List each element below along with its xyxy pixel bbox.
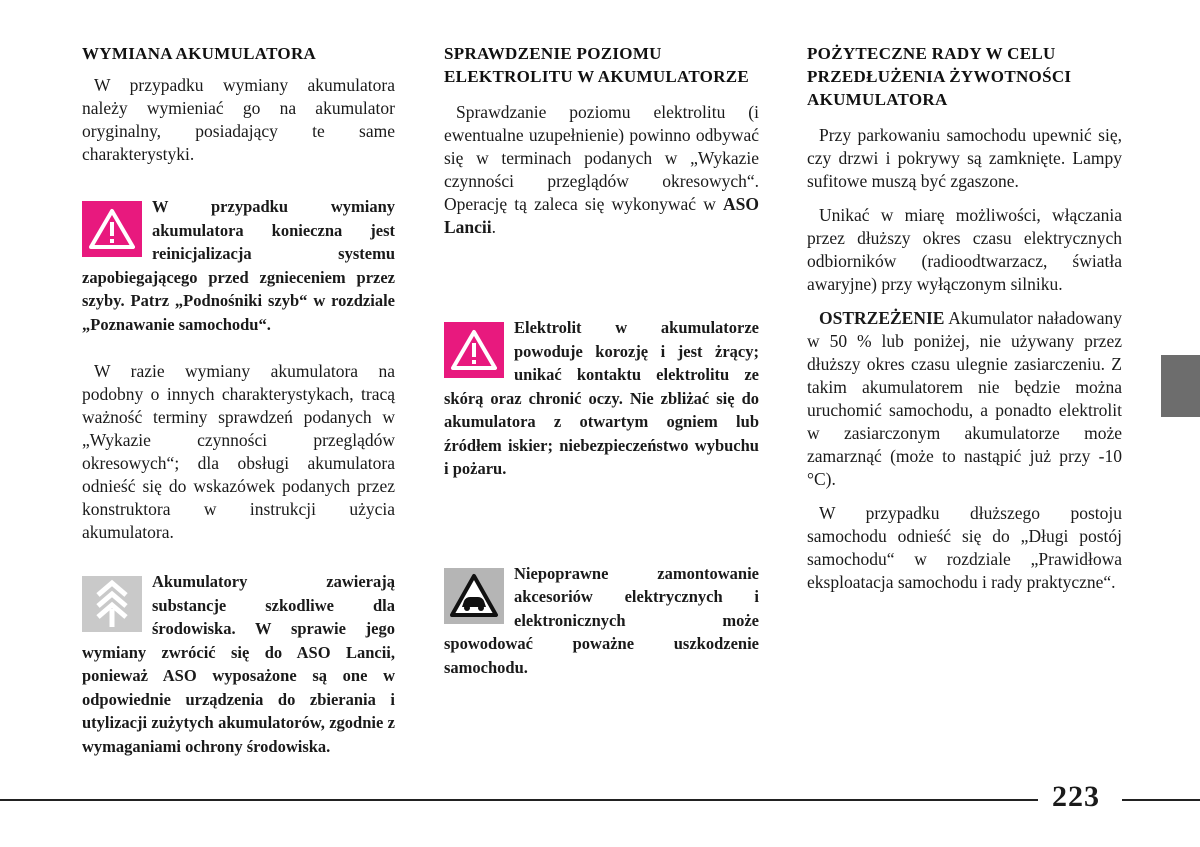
paragraph-long-parking: W przypadku dłuższego postoju samochodu odnieść się do „Długi postój samochodu“ w rozdziale „Prawidłowa eksploatacja samochodu i rady praktyczne“.	[807, 503, 1122, 592]
car-damage-note-text: Niepoprawne zamontowanie akcesoriów elektrycznych i elektronicznych może spowodować poważne uszkodzenie samochodu.	[444, 563, 759, 677]
warning-block-electrolyte	[444, 316, 759, 481]
column-1	[82, 42, 395, 758]
warning-triangle-icon	[444, 322, 504, 378]
section-heading-battery-tips: POŻYTECZNE RADY W CELU PRZEDŁUŻENIA ŻYWOTNOŚCI AKUMULATORA	[807, 44, 1072, 109]
paragraph-electrolyte-check	[444, 101, 759, 239]
environment-note-text: Akumulatory zawierają substancje szkodliwe dla środowiska. W sprawie jego wymiany zwrócić się do ASO Lancii, ponieważ ASO wyposażone są one w odpowiednie urządzenia do zbierania i utylizacji zużytych akumulatorów, zgodnie z wymaganiami ochrony środowiska.	[82, 572, 395, 756]
warning-label: OSTRZEŻENIE	[819, 308, 945, 328]
warning-text-reinit: W przypadku wymiany akumulatora konieczna jest reinicjalizacja systemu zapobiegającego przed zgnieceniem przez szyby. Patrz „Podnośniki szyb“ w rozdziale „Poznawanie samochodu“.	[82, 197, 395, 334]
car-warning-icon	[444, 568, 504, 624]
footer-rule-right	[1122, 799, 1200, 801]
section-heading-electrolyte: SPRAWDZENIE POZIOMU ELEKTROLITU W AKUMULATORZE	[444, 44, 750, 86]
recycle-chevrons-icon	[82, 576, 142, 632]
chapter-tab-marker	[1161, 355, 1200, 417]
paragraph-parking: Przy parkowaniu samochodu upewnić się, czy drzwi i pokrywy są zamknięte. Lampy sufitowe muszą być zgaszone.	[807, 125, 1122, 191]
warning-text-electrolyte: Elektrolit w akumulatorze powoduje korozję i jest żrący; unikać kontaktu elektrolitu ze skórą oraz chronić oczy. Nie zbliżać się do akumulatora z otwartym ogniem lub źródłem iskier; niebezpieczeństwo wybuchu i pożaru.	[444, 318, 759, 478]
environment-note	[82, 570, 395, 758]
paragraph-avoid-loads: Unikać w miarę możliwości, włączania przez dłuższy okres czasu elektrycznych odbiorników (radioodtwarzacz, światła awaryjne) przy wyłączonym silniku.	[807, 205, 1122, 294]
paragraph-electrolyte-text: Sprawdzanie poziomu elektrolitu (i ewentualne uzupełnienie) powinno odbywać się w terminach podanych w „Wykazie czynności przeglądów okresowych“. Operację tą zaleca się wykonywać w	[444, 102, 759, 214]
page-number: 223	[1052, 780, 1100, 813]
paragraph-replacement: W przypadku wymiany akumulatora należy wymieniać go na akumulator oryginalny, posiadający te same charakterystyki.	[82, 75, 395, 164]
paragraph-electrolyte-end: .	[491, 217, 497, 237]
car-damage-note	[444, 562, 759, 680]
column-2	[444, 42, 759, 679]
column-3	[807, 42, 1122, 594]
warning-block-reinit	[82, 195, 395, 336]
section-heading-battery-replacement: WYMIANA AKUMULATORA	[82, 44, 317, 63]
footer-rule-left	[0, 799, 1038, 801]
warning-triangle-icon	[82, 201, 142, 257]
paragraph-other-battery: W razie wymiany akumulatora na podobny o innych charakterystykach, tracą ważność terminy sprawdzeń podanych w „Wykazie czynności przeglądów okresowych“; dla obsługi akumulatora odnieść się do wskazówek podanych przez konstruktora w instrukcji użycia akumulatora.	[82, 361, 395, 542]
warning-sulfation-text: Akumulator naładowany w 50 % lub poniżej, nie używany przez dłuższy okres czasu ulegnie zasiarczeniu. Z takim akumulatorem nie będzie można uruchomić samochodu, a ponadto elektrolit w zasiarczonym akumulatorze może zamarznąć (może to nastąpić już przy -10 °C).	[807, 308, 1122, 489]
aso-lancii-emphasis: ASO Lancii	[444, 194, 759, 237]
paragraph-warning-sulfation	[807, 307, 1122, 491]
